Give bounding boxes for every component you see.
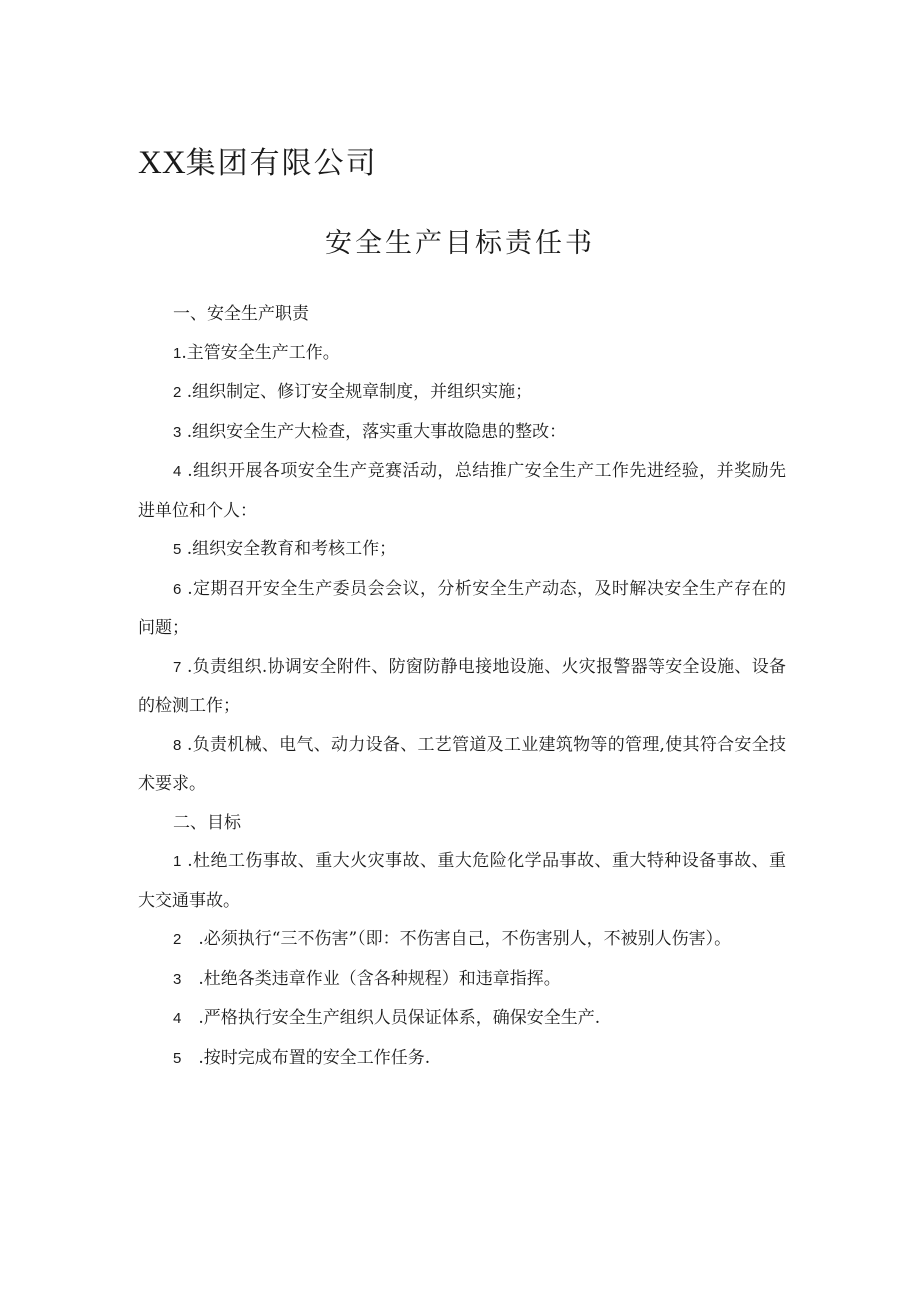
item-number: 4	[173, 1010, 182, 1027]
list-item	[138, 726, 786, 804]
list-item	[138, 530, 786, 570]
item-number: 4	[173, 463, 182, 480]
company-prefix: XX	[138, 145, 186, 181]
list-item	[138, 452, 786, 530]
document-body	[138, 295, 786, 1078]
item-text: .定期召开安全生产委员会会议，分析安全生产动态，及时解决安全生产存在的问题；	[138, 578, 786, 638]
item-number: 8	[173, 736, 182, 754]
list-item	[138, 334, 786, 374]
item-text: .组织开展各项安全生产竞赛活动，总结推广安全生产工作先进经验，并奖励先进单位和个人：	[138, 461, 786, 521]
item-text: .组织安全生产大检查，落实重大事故隐患的整改：	[181, 421, 567, 442]
item-text: .组织制定、修订安全规章制度，并组织实施；	[181, 382, 533, 402]
item-number: 6	[173, 580, 182, 598]
item-text: .杜绝各类违章作业（含各种规程）和违章指挥。	[181, 968, 561, 989]
item-number: 2	[173, 931, 182, 948]
item-number: 7	[173, 658, 182, 676]
list-item	[138, 570, 786, 648]
document-title: 安全生产目标责任书	[325, 228, 595, 259]
company-name	[138, 138, 378, 182]
item-number: 2	[173, 384, 182, 401]
item-number: 1	[173, 853, 182, 870]
company-suffix: 集团有限公司	[185, 146, 378, 181]
item-number: 5	[173, 1049, 182, 1067]
list-item	[138, 373, 786, 413]
item-number: 3	[173, 970, 182, 988]
list-item	[138, 413, 786, 453]
list-item	[138, 1039, 786, 1079]
item-number: 5	[173, 541, 182, 558]
item-text: .负责组织.协调安全附件、防窗防静电接地设施、火灾报警器等安全设施、设备的检测工作；	[138, 656, 786, 716]
list-item	[138, 999, 786, 1039]
list-item	[138, 960, 786, 1000]
item-text: .必须执行“三不伤害”（即：不伤害自己，不伤害别人，不被别人伤害）。	[181, 929, 732, 949]
item-text: .负责机械、电气、动力设备、工艺管道及工业建筑物等的管理,使其符合安全技术要求。	[138, 734, 786, 794]
section-heading-goals: 二、目标	[173, 812, 241, 833]
item-number: 1	[173, 344, 182, 362]
item-text: .按时完成布置的安全工作任务.	[181, 1047, 431, 1068]
item-number: 3	[173, 423, 182, 441]
item-text: .杜绝工伤事故、重大火灾事故、重大危险化学品事故、重大特种设备事故、重大交通事故。	[138, 851, 786, 911]
list-item	[138, 920, 786, 960]
list-item	[138, 648, 786, 726]
item-text: .严格执行安全生产组织人员保证体系，确保安全生产.	[181, 1008, 601, 1028]
list-item	[138, 842, 786, 920]
item-text: .主管安全生产工作。	[181, 342, 340, 363]
item-text: .组织安全教育和考核工作；	[181, 539, 397, 559]
section-heading-duties: 一、安全生产职责	[173, 304, 309, 324]
